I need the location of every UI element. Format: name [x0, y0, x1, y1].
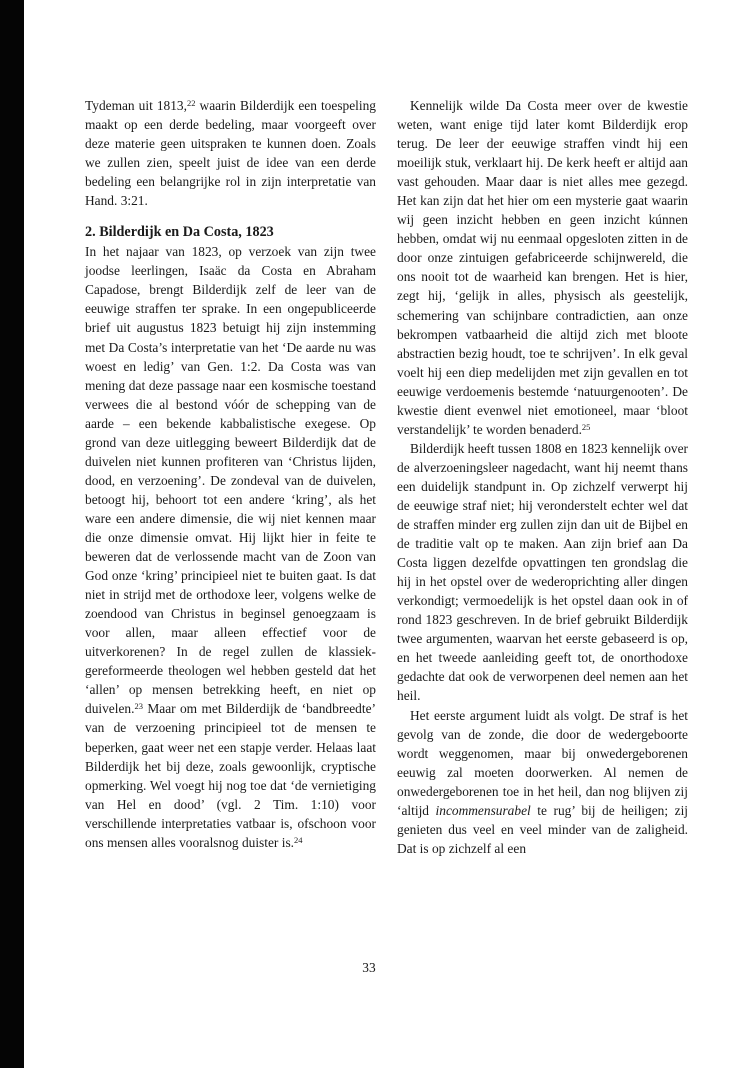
text-run: Het eerste argument luidt als volgt. De straf is het gevolg van de zonde, die door de wedergeboorte wordt weggenomen, maar bij onwedergeborenen eeuwig zal moeten doorwerken. Al nemen de onwedergeborenen toe in het heil, dan nog blijven zij ‘altijd	[397, 707, 688, 818]
footnote-ref: 23	[134, 701, 143, 712]
footnote-ref: 24	[294, 834, 303, 845]
text-run: In het najaar van 1823, op verzoek van zijn twee joodse leerlingen, Isaäc da Costa en Abraham Capadose, brengt Bilderdijk zelf de leer van de eeuwige straffen ter sprake. In een ongepubliceerde brief uit augustus 1823 betuigt hij zijn instemming met Da Costa’s interpretatie van het ‘De aarde nu was woest en ledig’ van Gen. 1:2. Da Costa was van mening dat deze passage naar een kosmische toestand verwees die al bestond vóór de schepping van de aarde – een bekende kabbalistische exegese. Op grond van deze uitlegging beweert Bilderdijk dat de duivelen niet kunnen profiteren van ‘Christus lijden, dood, en verzoening’. De zondeval van de duivelen, betoogt hij, behoort tot een andere ‘kring’, als het ware een andere dimensie, die wij niet kennen maar die onze dimensie omvat. Hij lijkt hier in feite te beweren dat de verlossende macht van de Zoon van God onze ‘kring’ principieel niet te buiten gaat. Is dat niet in strijd met de orthodoxe leer, volgens welke de zoendood van Christus in beginsel genoegzaam is voor allen, maar alleen effectief voor de uitverkorenen? In de regel zullen de klassiek-gereformeerde theologen wel hebben gesteld dat het ‘allen’ op mensen betrekking heeft, en niet op duivelen.	[85, 244, 376, 717]
text-run: waarin Bilderdijk een toespeling maakt op een derde bedeling, maar voorgeeft over deze materie geen uitspraken te kunnen doen. Zoals we zullen zien, speelt juist de idee van een derde bedeling een belangrijke rol in zijn interpretatie van Hand. 3:21.	[85, 98, 377, 209]
text-run: Tydeman uit 1813,	[85, 98, 187, 113]
paragraph	[85, 242, 376, 852]
paragraph: Bilderdijk heeft tussen 1808 en 1823 kennelijk over de alverzoeningsleer nagedacht, want hij neemt thans een duidelijk standpunt in. Op zichzelf verwerpt hij de eeuwige straf niet; hij veronderstelt echter wel dat de straffen minder erg zullen zijn dan uit de Bijbel en de traditie valt op te maken. Aan zijn brief aan Da Costa liggen dezelfde opvattingen ten grondslag die hij in het opstel over de wederoprichting aller dingen verkondigt; vermoedelijk is het opstel daan ook in of rond 1823 geschreven. In de brief gebruikt Bilderdijk twee argumenten, waarvan het eerste gebaseerd is op, en het tweede aanleiding geeft tot, de onorthodoxe gedachte dat ook de verworpenen deel nemen aan het heil.	[397, 440, 688, 704]
left-column	[85, 96, 376, 852]
paragraph	[397, 706, 688, 858]
section-heading: 2. Bilderdijk en Da Costa, 1823	[85, 224, 274, 241]
footnote-ref: 25	[581, 421, 591, 432]
paragraph	[85, 96, 376, 210]
text-run: Kennelijk wilde Da Costa meer over de kwestie weten, want enige tijd later komt Bilderdijk erop terug. De leer der eeuwige straffen vindt hij een moeilijk stuk, verklaart hij. De kerk heeft er altijd aan vast gehouden. Maar daar is niet alles mee gezegd. Het kan zijn dat het hier om een mysterie gaat waarin wij geen inzicht hebben en geen inzicht kúnnen hebben, omdat wij nu eenmaal opgesloten zitten in de door onze zintuigen gefabriceerde schijnwereld, die ons nooit tot de waarheid kan brengen. Het is hier, zegt hij, ‘gelijk in alles, physisch als geestelijk, schemering van schijnbare contradictien, aan onze bekrompen vatbaarheid die altijd zich met bloote abstractien bezig houdt, toe te schrijven’. In elk geval voelt hij een diep medelijden met zijn gevallen en tot eeuwige verdoemenis bestemde ‘natuurgenooten’. De kwestie dient evenwel niet emotioneel, maar ‘bloot verstandelijk’ te worden benaderd.	[397, 98, 688, 437]
right-column	[397, 96, 688, 858]
text-run: te rug’ bij de heiligen; zij genieten dus veel en veel minder van de zaligheid. Dat is op zichzelf al een	[397, 802, 689, 856]
footnote-ref: 22	[186, 98, 196, 108]
paragraph	[397, 96, 688, 439]
italic-term: incommensurabel	[435, 802, 531, 818]
text-run: Maar om met Bilderdijk de ‘bandbreedte’ van de verzoening principieel tot de mensen te beperken, gaat weer net een stapje verder. Helaas laat Bilderdijk het bij deze, zoals gewoonlijk, cryptische opmerking. Wel voegt hij nog toe dat ‘de vernietiging van Hel en dood’ (vgl. 2 Tim. 1:10) voor verschillende interpretaties vatbaar is, ofschoon voor ons mensen alles vooralsnog duister is.	[85, 701, 376, 850]
scan-edge	[0, 0, 24, 1068]
page-number: 33	[362, 960, 376, 975]
